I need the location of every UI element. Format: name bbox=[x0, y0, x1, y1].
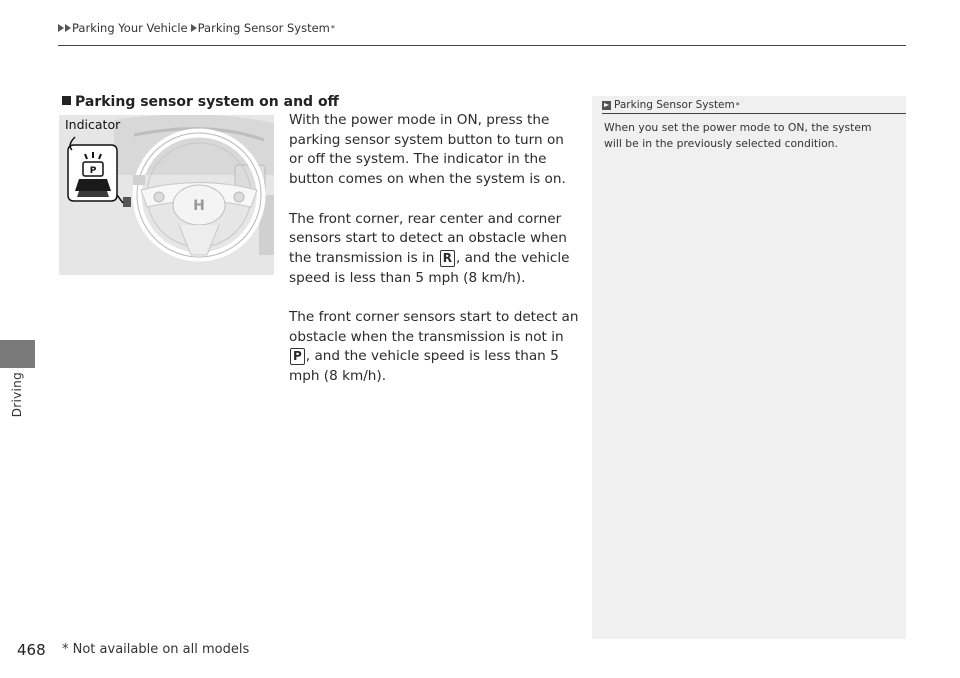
sidebar-asterisk: * bbox=[735, 100, 740, 110]
sidebar-title-text: Parking Sensor System bbox=[614, 99, 735, 111]
paragraph-2-text-a: The front corner, rear center and corner sensors start to detect an obstacle when the transmission is in bbox=[289, 210, 567, 266]
chapter-label: Driving bbox=[10, 372, 24, 418]
breadcrumb-arrow-icon bbox=[191, 24, 197, 32]
footnote: * Not available on all models bbox=[62, 642, 250, 657]
section-heading-text: Parking sensor system on and off bbox=[75, 94, 339, 110]
chapter-tab bbox=[0, 340, 35, 368]
breadcrumb bbox=[58, 21, 335, 35]
notes-sidebar bbox=[592, 96, 906, 639]
breadcrumb-arrow-icon bbox=[65, 24, 71, 32]
body-text bbox=[289, 111, 579, 407]
reference-arrow-icon bbox=[602, 101, 611, 110]
breadcrumb-arrow-icon bbox=[58, 24, 64, 32]
dashboard-illustration bbox=[59, 115, 274, 275]
paragraph-1: With the power mode in ON, press the parking sensor system button to turn on or off the system. The indicator in the button comes on when the system is on. bbox=[289, 112, 566, 188]
paragraph-3-text-b: , and the vehicle speed is less than 5 mph (8 km/h). bbox=[289, 348, 559, 385]
gear-key-p: P bbox=[290, 348, 305, 365]
breadcrumb-item[interactable]: Parking Your Vehicle bbox=[72, 21, 188, 35]
paragraph-3-text-a: The front corner sensors start to detect an obstacle when the transmission is not in bbox=[289, 309, 579, 345]
sidebar-text: When you set the power mode to ON, the system will be in the previously selected condition. bbox=[604, 121, 872, 150]
steering-wheel-illustration bbox=[59, 115, 274, 275]
gear-key-r: R bbox=[440, 250, 455, 267]
sidebar-title bbox=[602, 96, 906, 114]
section-heading bbox=[62, 94, 339, 110]
paragraph-2 bbox=[289, 210, 579, 289]
square-bullet-icon bbox=[62, 96, 71, 105]
breadcrumb-item[interactable]: Parking Sensor System bbox=[197, 21, 330, 35]
svg-text:H: H bbox=[193, 198, 205, 214]
figure-label-indicator: Indicator bbox=[65, 117, 121, 132]
paragraph-3 bbox=[289, 308, 579, 387]
breadcrumb-asterisk: * bbox=[330, 23, 335, 33]
page-number: 468 bbox=[17, 641, 46, 659]
header-rule bbox=[58, 45, 906, 46]
svg-text:P: P bbox=[89, 166, 97, 176]
paragraph-2-text-b: , and the vehicle speed is less than 5 mph (8 km/h). bbox=[289, 249, 570, 286]
